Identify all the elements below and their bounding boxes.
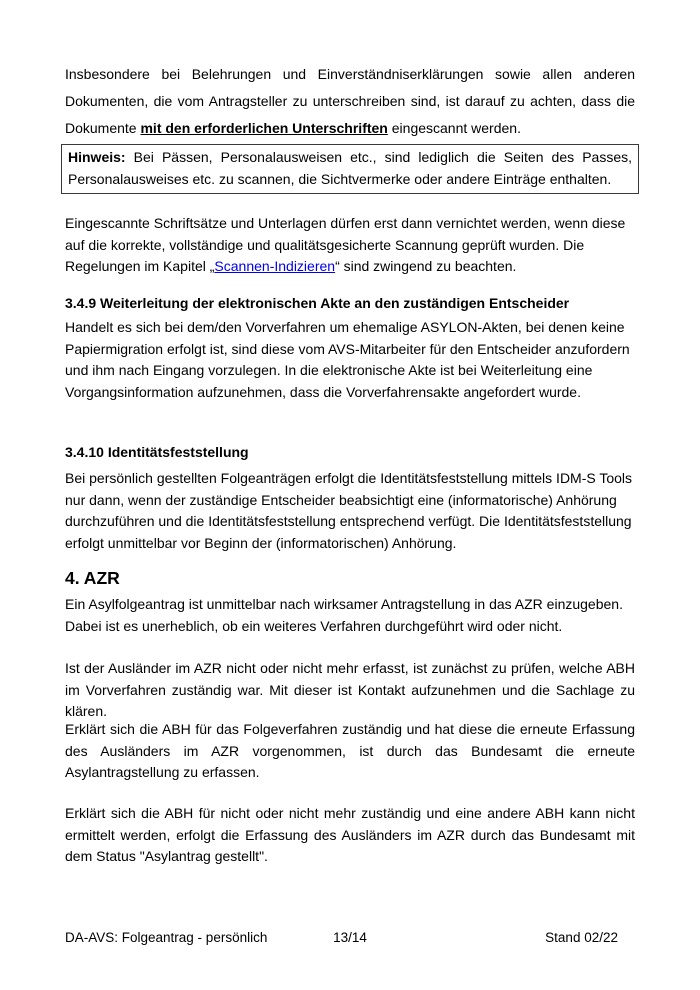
heading-3-4-9: 3.4.9 Weiterleitung der elektronischen Akte an den zuständigen Entscheider: [65, 295, 570, 311]
paragraph-scan: [65, 213, 635, 278]
paragraph-3-4-9: Handelt es sich bei dem/den Vorverfahren um ehemalige ASYLON-Akten, bei denen keine Papiermigration erfolgt ist, sind diese vom AVS-Mitarbeiter für den Entscheider anzufordern und ihm nach Eingang vorzulegen. In die elektronische Akte ist bei Weiterleitung eine Vorgangsinformation aufzunehmen, dass die Vorverfahrensakte angefordert wurde.: [65, 319, 630, 400]
paragraph-azr-1: Ein Asylfolgeantrag ist unmittelbar nach wirksamer Antragstellung in das AZR einzugeben. Dabei ist es unerheblich, ob ein weiteres Verfahren durchgeführt wird oder nicht.: [65, 596, 623, 634]
heading-4-azr: 4. AZR: [65, 568, 120, 588]
hinweis-label: Hinweis:: [68, 149, 126, 165]
scannen-indizieren-link[interactable]: Scannen-Indizieren: [214, 258, 336, 274]
intro-text-post: eingescannt werden.: [387, 120, 521, 136]
intro-emphasis: mit den erforderlichen Unterschriften: [140, 120, 388, 136]
scan-text-post: “ sind zwingend zu beachten.: [335, 258, 517, 274]
paragraph-3-4-10: Bei persönlich gestellten Folgeanträgen erfolgt die Identitätsfeststellung mittels IDM-S Tools nur dann, wenn der zuständige Entscheider beabsichtigt eine (informatorische) Anhörung durchzuführen und die Identitätsfeststellung entsprechend verfügt. Die Identitätsfeststellung erfolgt unmittelbar vor Beginn der (informatorischen) Anhörung.: [65, 470, 633, 551]
intro-text-pre: Insbesondere bei Belehrungen und Einverständniserklärungen sowie allen anderen Dokumenten, die vom Antragsteller zu unterschreiben sind, ist darauf zu achten, dass die Dokumente: [65, 66, 635, 136]
paragraph-azr-4: Erklärt sich die ABH für nicht oder nicht mehr zuständig und eine andere ABH kann nicht ermittelt werden, erfolgt die Erfassung des Ausländers im AZR durch das Bundesamt mit dem Status "Asylantrag gestellt".: [65, 805, 635, 864]
paragraph-azr-2: Ist der Ausländer im AZR nicht oder nicht mehr erfasst, ist zunächst zu prüfen, welche ABH im Vorverfahren zuständig war. Mit dieser ist Kontakt aufzunehmen und die Sachlage zu klären.: [65, 660, 635, 719]
footer-version-date: Stand 02/22: [545, 930, 618, 945]
paragraph-azr-3: Erklärt sich die ABH für das Folgeverfahren zuständig und hat diese die erneute Erfassung des Ausländers im AZR vorgenommen, ist durch das Bundesamt die erneute Asylantragstellung zu erfassen.: [65, 721, 635, 780]
heading-3-4-10: 3.4.10 Identitätsfeststellung: [65, 444, 249, 460]
hinweis-text: Bei Pässen, Personalausweisen etc., sind lediglich die Seiten des Passes, Personalausweises etc. zu scannen, die Sichtvermerke oder andere Einträge enthalten.: [68, 149, 632, 187]
scan-text-pre: Eingescannte Schriftsätze und Unterlagen dürfen erst dann vernichtet werden, wenn diese auf die korrekte, vollständige und qualitätsgesicherte Scannung geprüft wurden. Die Regelungen im Kapitel „: [65, 215, 626, 274]
footer-document-title: DA-AVS: Folgeantrag - persönlich: [65, 930, 268, 945]
page-footer: [65, 928, 635, 948]
paragraph-intro: [65, 61, 635, 142]
footer-page-number: 13/14: [333, 930, 367, 945]
hinweis-box: [61, 144, 639, 194]
